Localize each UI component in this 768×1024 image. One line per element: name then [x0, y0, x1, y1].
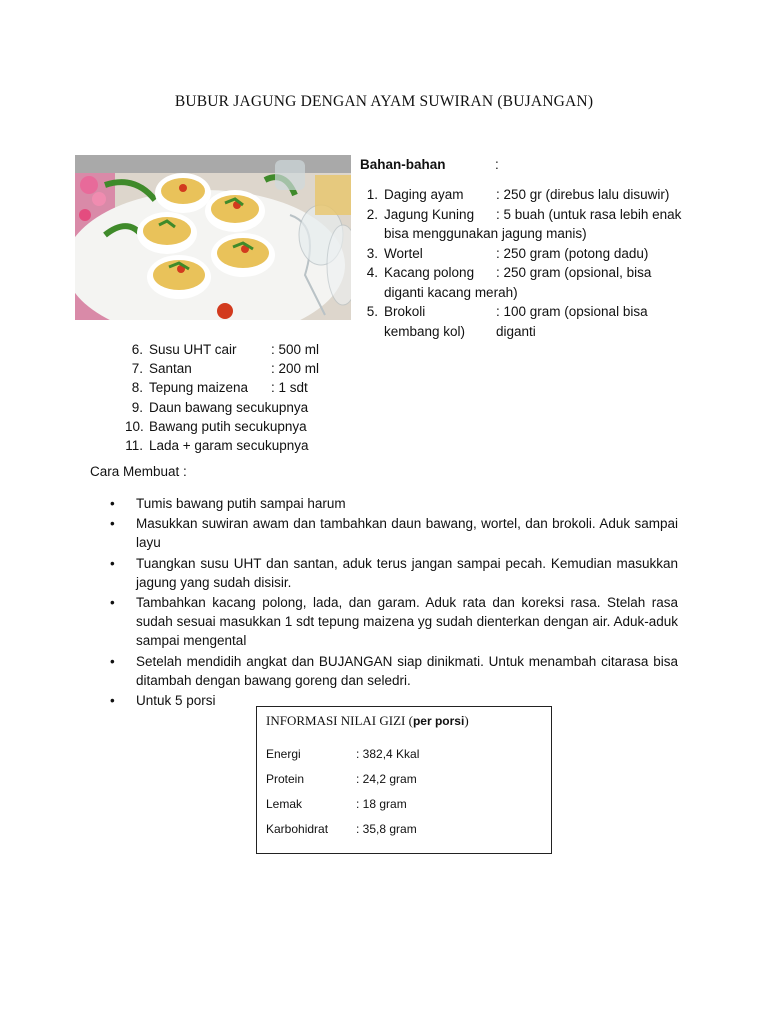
ingredients-list-part-1 [360, 185, 690, 341]
method-heading: Cara Membuat : [90, 464, 187, 479]
ingredient-number: 9. [131, 399, 143, 415]
ingredient-amount-continued: diganti kacang merah) [384, 284, 518, 300]
nutrition-value: : 24,2 gram [356, 772, 417, 786]
bullet-icon: • [110, 653, 115, 669]
method-steps [110, 494, 678, 711]
ingredient-name: Daging ayam [384, 187, 464, 202]
ingredient-item [125, 378, 365, 397]
ingredient-name: Tepung maizena [149, 380, 249, 396]
nutrition-label: Karbohidrat [266, 822, 329, 836]
bullet-icon: • [110, 693, 115, 709]
ingredient-amount-continued: kembang kol) [384, 323, 466, 339]
ingredient-name: Wortel [384, 245, 423, 261]
ingredient-number: 11. [125, 438, 143, 454]
nutrition-title-prefix: INFORMASI NILAI GIZI ( [266, 713, 413, 728]
method-step [110, 652, 678, 690]
ingredient-amount-continued: bisa menggunakan jagung manis) [384, 226, 587, 241]
nutrition-title-suffix: ) [464, 713, 469, 728]
ingredients-heading: Bahan-bahan [360, 157, 446, 172]
nutrition-value: : 18 gram [356, 797, 407, 811]
ingredient-name: Jagung Kuning [384, 206, 475, 222]
ingredient-name: Kacang polong [384, 265, 475, 280]
ingredient-number: 2. [366, 206, 378, 222]
ingredient-item [125, 436, 365, 455]
ingredient-number: 10. [125, 418, 144, 434]
bullet-icon: • [110, 496, 115, 511]
method-step-text: Masukkan suwiran awam dan tambahkan daun bawang, wortel, dan brokoli. Aduk sampai layu [136, 516, 678, 551]
bullet-icon: • [110, 595, 115, 611]
bullet-icon: • [110, 516, 115, 532]
food-photo-illustration [75, 155, 351, 320]
method-step-text: Tumis bawang putih sampai harum [136, 496, 346, 511]
ingredient-number: 3. [366, 245, 378, 261]
food-photo [75, 155, 351, 320]
ingredient-name: Bawang putih secukupnya [149, 418, 307, 434]
ingredient-number: 5. [366, 304, 378, 319]
nutrition-label: Protein [266, 772, 305, 786]
ingredient-item [360, 205, 690, 244]
method-step-text: Tuangkan susu UHT dan santan, aduk terus jangan sampai pecah. Kemudian masukkan jagung yang sudah disisir. [136, 555, 678, 590]
bullet-icon: • [110, 555, 115, 571]
ingredient-item [360, 244, 690, 264]
ingredient-item [125, 398, 365, 417]
ingredients-list-part-2 [125, 340, 365, 455]
nutrition-value: : 382,4 Kkal [356, 747, 420, 761]
ingredient-item [360, 302, 690, 341]
ingredient-number: 4. [366, 265, 378, 280]
ingredient-name: Daun bawang secukupnya [149, 399, 309, 415]
method-step [110, 494, 678, 513]
ingredient-amount: : 5 buah (untuk rasa lebih enak [496, 206, 682, 222]
ingredient-amount: : 250 gram (opsional, bisa [496, 265, 652, 280]
ingredient-number: 1. [366, 187, 378, 202]
ingredient-name: Susu UHT cair [149, 342, 237, 357]
method-step-text: Untuk 5 porsi [136, 693, 216, 709]
ingredient-amount: : 200 ml [271, 361, 320, 377]
method-step [110, 593, 678, 651]
ingredient-amount: : 500 ml [271, 342, 320, 357]
document-title: BUBUR JAGUNG DENGAN AYAM SUWIRAN (BUJANGAN) [174, 93, 594, 110]
nutrition-label: Energi [266, 747, 301, 761]
ingredient-name: Brokoli [384, 304, 426, 319]
ingredient-number: 8. [131, 380, 143, 396]
nutrition-title-bold: per porsi [412, 714, 465, 728]
ingredient-number: 6. [131, 342, 143, 357]
ingredients-heading-colon: : [495, 157, 499, 172]
ingredient-amount: : 250 gram (potong dadu) [496, 245, 649, 261]
method-step [110, 554, 678, 592]
nutrition-label: Lemak [266, 797, 303, 811]
ingredient-name: Lada + garam secukupnya [149, 438, 309, 454]
ingredient-item [360, 263, 690, 302]
ingredient-number: 7. [131, 361, 143, 377]
ingredient-item [125, 359, 365, 378]
method-step [110, 514, 678, 552]
nutrition-value: : 35,8 gram [356, 822, 417, 836]
ingredient-item [360, 185, 690, 205]
method-step-text: Tambahkan kacang polong, lada, dan garam. Aduk rata dan koreksi rasa. Stelah rasa sudah sesuai masukkan 1 sdt tepung maizena yg sudah dienterkan dengan air. Aduk-aduk sampai mengental [136, 595, 678, 649]
nutrition-title [266, 713, 469, 729]
ingredient-amount: : 100 gram (opsional bisa diganti [496, 304, 648, 339]
ingredient-item [125, 340, 365, 359]
ingredient-amount: : 250 gr (direbus lalu disuwir) [496, 187, 670, 202]
ingredient-amount: : 1 sdt [271, 380, 308, 396]
method-step-text: Setelah mendidih angkat dan BUJANGAN siap dinikmati. Untuk menambah citarasa bisa ditambah dengan bawang goreng dan seledri. [136, 653, 678, 688]
ingredient-name: Santan [149, 361, 192, 377]
ingredient-item [125, 417, 365, 436]
nutrition-info-box [256, 706, 552, 854]
